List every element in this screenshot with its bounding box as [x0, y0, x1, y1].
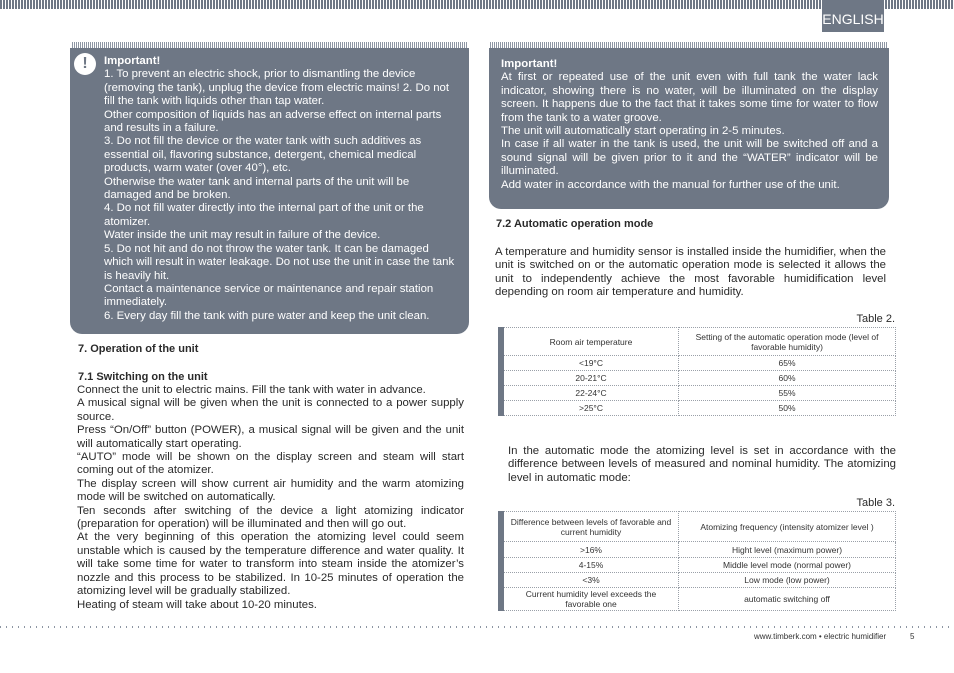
- table-cell: 60%: [679, 371, 896, 386]
- footer-site: www.timberk.com • electric humidifier: [754, 632, 887, 641]
- text-line: 5. Do not hit and do not throw the water tank. It can be damaged which will result in water leakage. Do not use the unit in case the tank is heavily hit.: [104, 242, 455, 282]
- important-notice-right: [489, 48, 889, 209]
- table-cell: >16%: [501, 542, 679, 558]
- text-line: Heating of steam will take about 10-20 minutes.: [77, 598, 317, 611]
- table-cell: <3%: [501, 573, 679, 588]
- footer-divider: [0, 626, 954, 628]
- section7-body: [77, 384, 464, 612]
- text-line: Ten seconds after switching of the device a light atomizing indicator (preparation for operation) will be illuminated and then will go out.: [77, 504, 464, 531]
- atomizing-paragraph: In the automatic mode the atomizing level is set in accordance with the difference between levels of measured and nominal humidity. The atomizing level in automatic mode:: [508, 445, 896, 484]
- text-line: Otherwise the water tank and internal parts of the unit will be damaged and be broken.: [104, 175, 410, 202]
- text-line: At the very beginning of this operation the atomizing level could seem unstable which is caused by the temperature difference and water quality. It will take some time for water to transform into steam inside the atomizer’s nozzle and this process to be stabilized. In 10-25 minutes of operation the atomizing level will be gradually stabilized.: [77, 531, 464, 598]
- text-line: 6. Every day fill the tank with pure water and keep the unit clean.: [104, 309, 430, 322]
- table-cell: 65%: [679, 356, 896, 371]
- table-caption: Table 2.: [856, 313, 895, 325]
- table-row: [501, 371, 896, 386]
- table-header-row: [501, 328, 896, 356]
- table-cell: 50%: [679, 401, 896, 416]
- text-line: Contact a maintenance service or maintenance and repair station immediately.: [104, 282, 434, 309]
- table-row: [501, 558, 896, 573]
- table-cell: <19°C: [501, 356, 679, 371]
- table-row: [501, 386, 896, 401]
- table-cell: Low mode (low power): [679, 573, 896, 588]
- text-line: 3. Do not fill the device or the water tank with such additives as essential oil, flavoring substance, detergent, chemical medical products, warm water (over 40°), etc.: [104, 135, 422, 175]
- table-cell: automatic switching off: [679, 588, 896, 611]
- text-line: Other composition of liquids has an adverse effect on internal parts and results in a failure.: [104, 108, 442, 135]
- important-notice-left: [70, 48, 469, 334]
- text-line: Connect the unit to electric mains. Fill the tank with water in advance.: [77, 384, 426, 396]
- text-line: A musical signal will be given when the unit is connected to a power supply source.: [77, 397, 464, 423]
- notice-title: Important!: [104, 55, 161, 67]
- table-header-cell: Difference between levels of favorable and current humidity: [501, 512, 679, 542]
- table-row: [501, 588, 896, 611]
- text-line: The unit will automatically start operating in 2-5 minutes.: [501, 125, 785, 138]
- table-cell: Middle level mode (normal power): [679, 558, 896, 573]
- table-caption: Table 3.: [856, 497, 895, 509]
- text-line: Water inside the unit may result in failure of the device.: [104, 229, 381, 242]
- table-cell: 20-21°C: [501, 371, 679, 386]
- table-header-cell: Atomizing frequency (intensity atomizer level ): [679, 512, 896, 542]
- table-cell: 55%: [679, 386, 896, 401]
- table-cell: Current humidity level exceeds the favorable one: [501, 588, 679, 611]
- text-line: Add water in accordance with the manual for further use of the unit.: [501, 178, 840, 191]
- notice-lines: [501, 71, 878, 192]
- table-header-row: [501, 512, 896, 542]
- subsection-heading: 7.1 Switching on the unit: [78, 371, 208, 383]
- top-decor-bar: [0, 0, 954, 9]
- text-line: In case if all water in the tank is used, the unit will be switched off and a sound signal will be given prior to it and the “WATER” indicator will be illuminated.: [501, 138, 878, 178]
- table-3: [498, 511, 896, 611]
- table-cell: 4-15%: [501, 558, 679, 573]
- table-header-cell: Room air temperature: [501, 328, 679, 356]
- table-row: [501, 401, 896, 416]
- table-row: [501, 573, 896, 588]
- text-line: 4. Do not fill water directly into the internal part of the unit or the atomizer.: [104, 202, 424, 228]
- text-line: The display screen will show current air humidity and the warm atomizing mode will be switched on automatically.: [77, 477, 464, 504]
- exclamation-icon: !: [74, 53, 96, 75]
- page-number: 5: [910, 632, 915, 641]
- text-line: At first or repeated use of the unit even with full tank the water lack indicator, showing there is no water, will be illuminated on the display screen. It happens due to the fact that it takes some time for water to flow from the tank to a water groove.: [501, 71, 878, 124]
- table-cell: 22-24°C: [501, 386, 679, 401]
- text-line: 1. To prevent an electric shock, prior to dismantling the device (removing the tank), unplug the device from electric mains! 2. Do not fill the tank with liquids other than tap water.: [104, 68, 450, 108]
- notice-lines: [104, 68, 459, 323]
- section-heading: 7. Operation of the unit: [78, 343, 199, 355]
- language-label: ENGLISH: [822, 0, 884, 32]
- auto-mode-paragraph: A temperature and humidity sensor is installed inside the humidifier, when the unit is switched on or the automatic operation mode is selected it allows the unit to independently achieve the most favorable humidification level depending on room air temperature and humidity.: [495, 246, 886, 299]
- text-line: Press “On/Off” button (POWER), a musical signal will be given and the unit will automatically start operating.: [77, 424, 464, 450]
- text-line: “AUTO” mode will be shown on the display screen and steam will start coming out of the atomizer.: [77, 451, 464, 477]
- notice-title: Important!: [501, 58, 558, 70]
- table-row: [501, 356, 896, 371]
- table-cell: >25°C: [501, 401, 679, 416]
- table-cell: Hight level (maximum power): [679, 542, 896, 558]
- table-2: [498, 327, 896, 416]
- table-row: [501, 542, 896, 558]
- table-header-cell: Setting of the automatic operation mode (level of favorable humidity): [679, 328, 896, 356]
- subsection-heading: 7.2 Automatic operation mode: [496, 218, 654, 230]
